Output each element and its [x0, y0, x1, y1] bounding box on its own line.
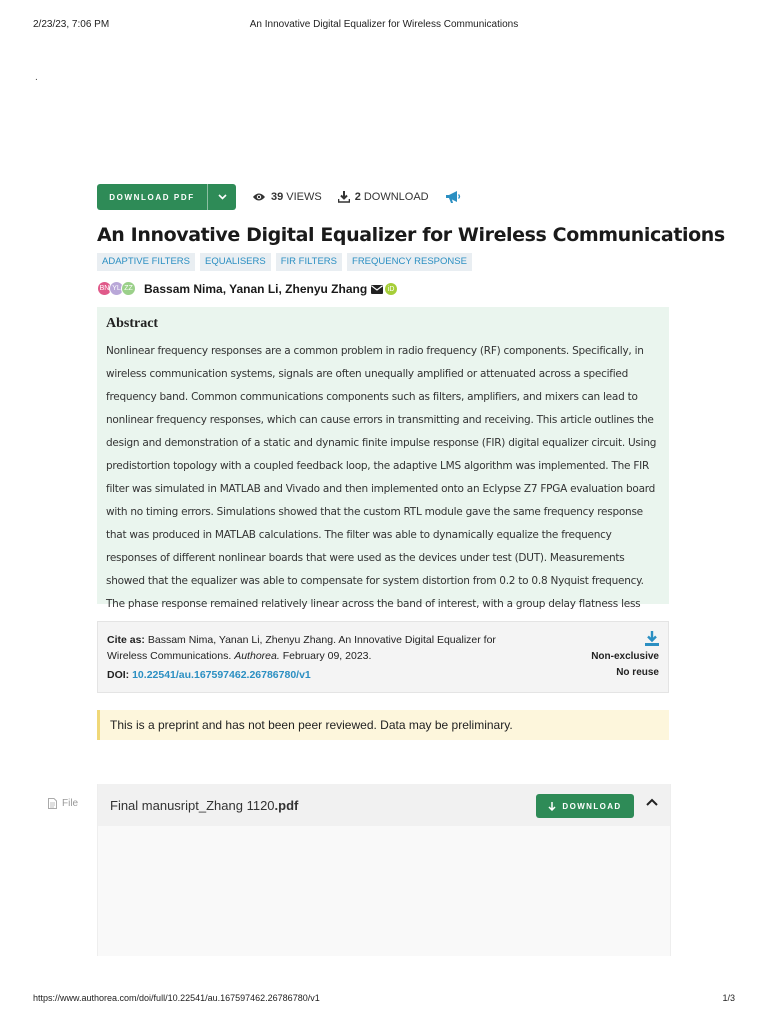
arrow-down-icon	[548, 802, 556, 811]
file-section-label	[48, 798, 78, 809]
download-pdf-label: DOWNLOAD PDF	[109, 192, 195, 202]
megaphone-icon	[445, 190, 461, 204]
download-citation-icon[interactable]	[645, 631, 659, 647]
license-info	[591, 631, 659, 681]
author-avatars	[97, 280, 140, 298]
article-toolbar	[97, 184, 669, 210]
orcid-icon[interactable]: iD	[385, 283, 397, 295]
document-icon	[48, 798, 57, 809]
print-page-title: An Innovative Digital Equalizer for Wireless Communications	[249, 19, 519, 30]
cite-label: Cite as:	[107, 634, 145, 646]
file-preview-panel	[97, 784, 671, 956]
article-main	[97, 184, 725, 740]
avatar[interactable]: YL	[109, 281, 124, 296]
downloads-count: 2	[354, 191, 361, 203]
tag-equalisers[interactable]: EQUALISERS	[200, 253, 271, 271]
doi-line	[107, 667, 527, 683]
file-name[interactable]	[110, 798, 298, 813]
views-stat	[252, 191, 322, 203]
views-count: 39	[271, 191, 284, 203]
print-footer	[33, 993, 735, 1003]
announce-button[interactable]	[445, 190, 461, 204]
tag-adaptive-filters[interactable]: ADAPTIVE FILTERS	[97, 253, 195, 271]
file-label-text: File	[62, 798, 79, 809]
file-download-label: DOWNLOAD	[562, 801, 622, 811]
envelope-icon[interactable]	[371, 285, 383, 294]
avatar[interactable]: ZZ	[121, 281, 136, 296]
print-url: https://www.authorea.com/doi/full/10.22541/au.167597462.26786780/v1	[33, 993, 320, 1003]
license-type: Non-exclusive	[591, 651, 659, 662]
downloads-stat	[338, 191, 429, 203]
tag-fir-filters[interactable]: FIR FILTERS	[276, 253, 342, 271]
citation-panel	[97, 621, 669, 693]
page-number: 1/3	[722, 993, 735, 1003]
file-download-button[interactable]	[536, 794, 634, 818]
downloads-label: DOWNLOAD	[363, 191, 429, 203]
eye-icon	[252, 192, 266, 202]
keyword-tags	[97, 253, 669, 271]
doi-label: DOI:	[107, 669, 130, 681]
doi-link[interactable]: 10.22541/au.167597462.26786780/v1	[132, 669, 311, 681]
citation-text	[107, 632, 527, 683]
citation-line	[107, 632, 527, 664]
print-datetime: 2/23/23, 7:06 PM	[33, 19, 110, 30]
cite-journal: Authorea.	[234, 650, 280, 662]
article-title: An Innovative Digital Equalizer for Wireless Communications	[97, 224, 725, 246]
file-ext: .pdf	[274, 797, 299, 813]
cite-text: Bassam Nima, Yanan Li, Zhenyu Zhang. An Innovative Digital Equalizer for Wireless Communications.	[107, 634, 496, 662]
tag-frequency-response[interactable]: FREQUENCY RESPONSE	[347, 253, 472, 271]
cite-date: February 09, 2023.	[282, 650, 372, 662]
abstract-heading: Abstract	[106, 316, 159, 331]
chevron-down-icon	[218, 194, 227, 200]
download-pdf-button[interactable]	[97, 184, 236, 210]
file-header	[98, 784, 670, 826]
abstract-body: Nonlinear frequency responses are a common problem in radio frequency (RF) components. Specifically, in wireless communication systems, signals are often unequally amplified or attenuated across a specified frequency band. Common communications components such as filters, amplifiers, and mixers can lead to nonlinear frequency responses, which can cause errors in transmitting and receiving. This article outlines the design and demonstration of a static and dynamic finite impulse response (FIR) digital equalizer circuit. Using predistortion topology with a coupled feedback loop, the adaptive LMS algorithm was implemented. The FIR filter was simulated in MATLAB and Vivado and then implemented onto an Eclypse Z7 FPGA evaluation board with no timing errors. Simulations showed that the custom RTL module gave the same frequency response that was produced in MATLAB calculations. The filter was able to dynamically equalize the frequency responses of different nonlinear boards that were used as the devices under test (DUT). Measurements showed that the equalizer was able to compensate for system distortion from 0.2 to 0.8 Nyquist frequency. The phase response remained relatively linear across the band of interest, with a group delay flatness less	[106, 345, 657, 610]
stray-mark: .	[35, 72, 38, 83]
chevron-up-icon[interactable]	[646, 798, 658, 806]
file-name-base: Final manusript_Zhang 1120	[110, 797, 275, 813]
avatar[interactable]: BN	[97, 281, 112, 296]
preprint-notice: This is a preprint and has not been peer reviewed. Data may be preliminary.	[97, 710, 669, 740]
download-options-toggle[interactable]	[207, 184, 236, 210]
abstract-panel	[97, 307, 669, 610]
download-icon	[338, 191, 350, 203]
license-reuse: No reuse	[616, 667, 659, 678]
views-label: VIEWS	[286, 191, 322, 203]
authors-row	[97, 280, 669, 298]
author-names[interactable]: Bassam Nima, Yanan Li, Zhenyu Zhang	[144, 282, 368, 296]
